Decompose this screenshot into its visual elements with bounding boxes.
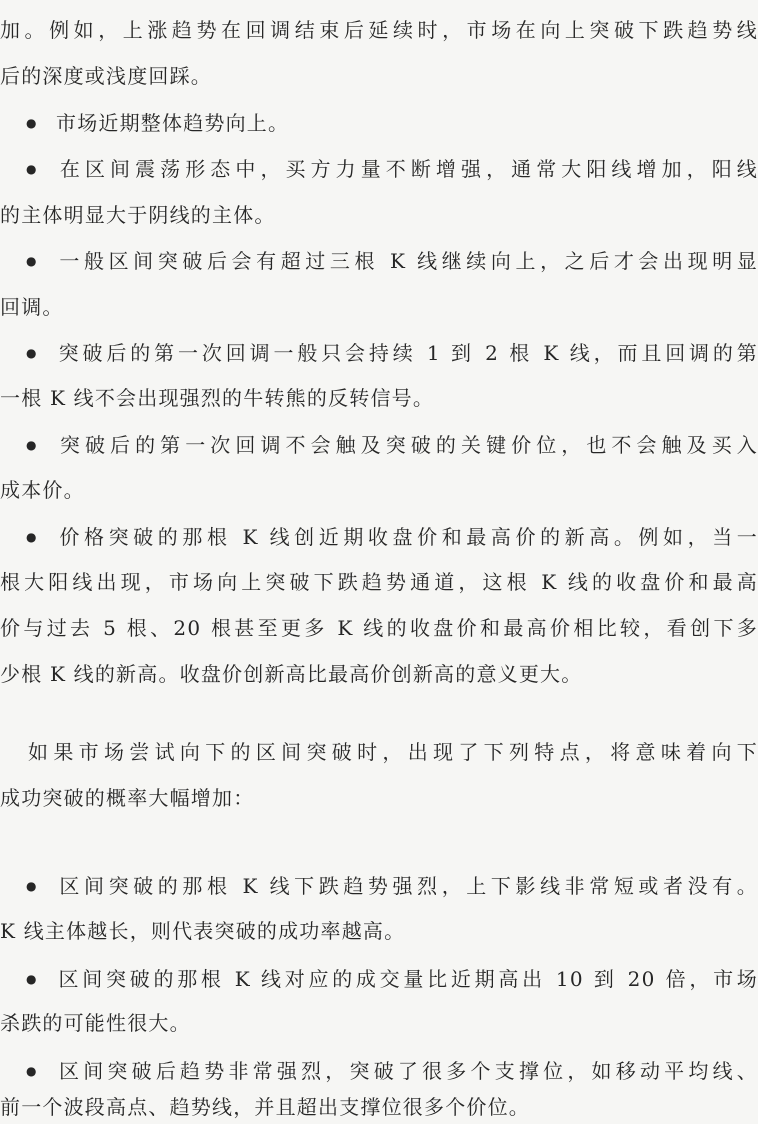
bullet-continuation: 少根 K 线的新高。收盘价创新高比最高价创新高的意义更大。 xyxy=(0,662,583,686)
bullet-continuation: 前一个波段高点、趋势线，并且超出支撑位很多个价位。 xyxy=(0,1095,530,1119)
bullet-continuation: 回调。 xyxy=(0,295,64,319)
bullet-icon xyxy=(26,432,56,461)
bullet-item xyxy=(56,966,758,995)
text-line: 成功突破的概率大幅增加： xyxy=(0,786,255,810)
bullet-icon xyxy=(26,966,56,995)
bullet-continuation: K 线主体越长，则代表突破的成功率越高。 xyxy=(0,919,406,943)
bullet-item xyxy=(56,340,758,369)
bullet-icon xyxy=(26,110,56,139)
bullet-continuation: 杀跌的可能性很大。 xyxy=(0,1011,191,1035)
bullet-item xyxy=(56,1058,758,1087)
bullet-item xyxy=(56,524,758,553)
bullet-icon xyxy=(26,1058,56,1087)
bullet-icon xyxy=(26,156,56,185)
bullet-item xyxy=(56,156,758,185)
bullet-continuation: 的主体明显大于阴线的主体。 xyxy=(0,203,276,227)
bullet-item xyxy=(56,110,758,139)
bullet-text: 区间突破的那根 K 线对应的成交量比近期高出 10 到 20 倍，市场 xyxy=(56,967,758,991)
bullet-text: 一般区间突破后会有超过三根 K 线继续向上，之后才会出现明显 xyxy=(56,249,758,273)
text-line: 加。例如，上涨趋势在回调结束后延续时，市场在向上突破下跌趋势线 xyxy=(0,18,758,42)
bullet-item xyxy=(56,873,758,902)
bullet-text: 区间突破后趋势非常强烈，突破了很多个支撑位，如移动平均线、 xyxy=(56,1059,758,1083)
text-line: 后的深度或浅度回踩。 xyxy=(0,64,212,88)
bullet-text: 价格突破的那根 K 线创近期收盘价和最高价的新高。例如，当一 xyxy=(56,525,758,549)
text-line: 如果市场尝试向下的区间突破时，出现了下列特点，将意味着向下 xyxy=(28,740,758,764)
bullet-text: 在区间震荡形态中，买方力量不断增强，通常大阳线增加，阳线 xyxy=(56,157,758,181)
bullet-item xyxy=(56,432,758,461)
bullet-text: 市场近期整体趋势向上。 xyxy=(56,111,290,135)
bullet-continuation: 一根 K 线不会出现强烈的牛转熊的反转信号。 xyxy=(0,386,435,410)
bullet-item xyxy=(56,248,758,277)
bullet-icon xyxy=(26,340,56,369)
bullet-continuation: 根大阳线出现，市场向上突破下跌趋势通道，这根 K 线的收盘价和最高 xyxy=(0,570,758,594)
bullet-text: 突破后的第一次回调一般只会持续 1 到 2 根 K 线，而且回调的第 xyxy=(56,341,758,365)
bullet-text: 突破后的第一次回调不会触及突破的关键价位，也不会触及买入 xyxy=(56,433,758,457)
bullet-continuation: 成本价。 xyxy=(0,478,85,502)
bullet-icon xyxy=(26,524,56,553)
bullet-text: 区间突破的那根 K 线下跌趋势强烈，上下影线非常短或者没有。 xyxy=(56,874,758,898)
bullet-icon xyxy=(26,873,56,902)
bullet-icon xyxy=(26,248,56,277)
bullet-continuation: 价与过去 5 根、20 根甚至更多 K 线的收盘价和最高价相比较，看创下多 xyxy=(0,616,758,640)
